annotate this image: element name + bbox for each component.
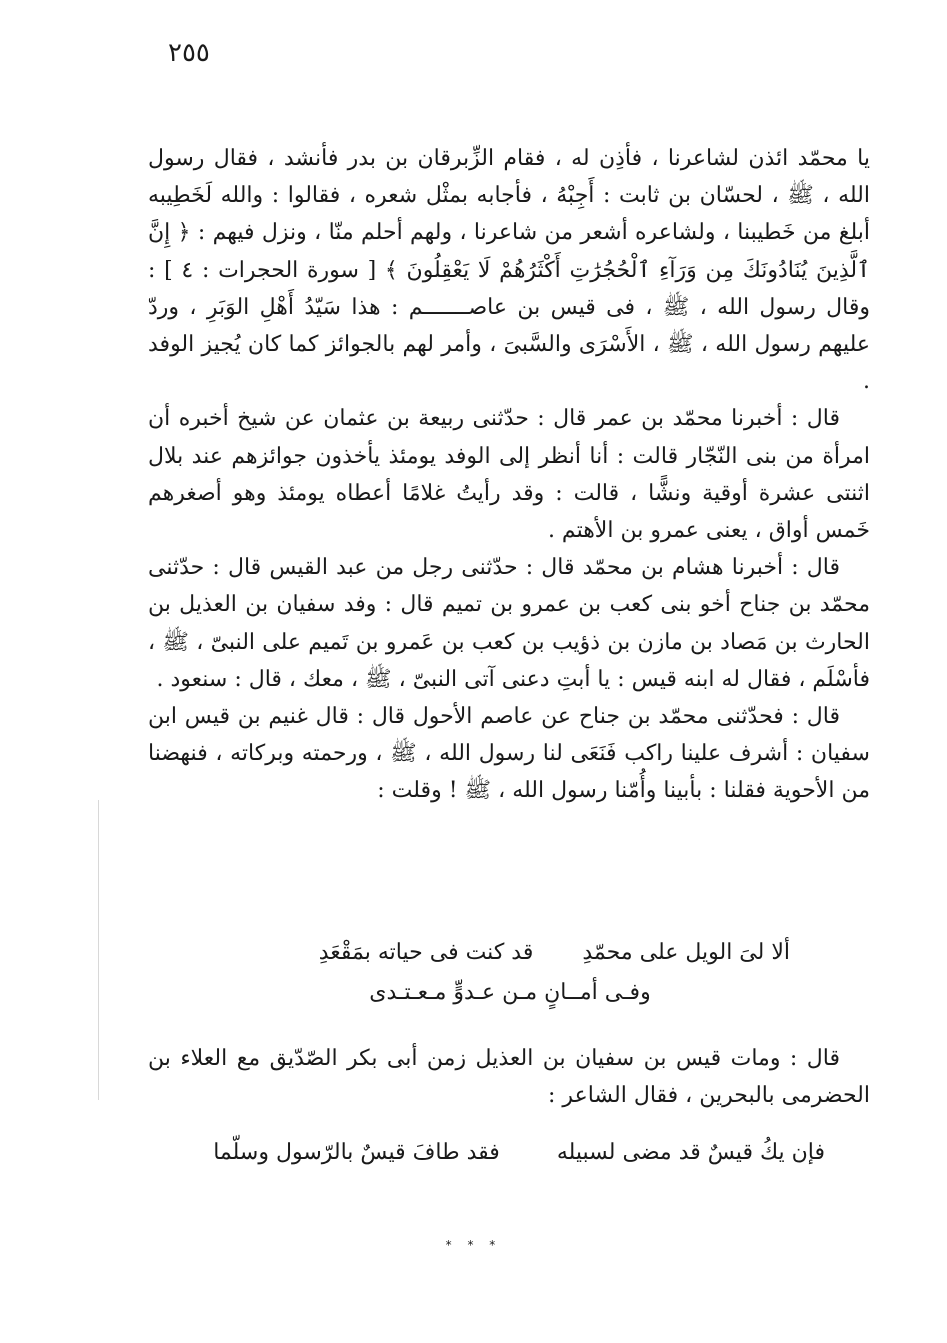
paragraph-2: قال : أخبرنا محمّد بن عمر قال : حدّثنى ربيعة بن عثمان عن شيخ أخبره أن امرأة من بنى النّجّار قالت : أنا أنظر إلى الوفد يومئذ يأخذون جوائزهم عند بلال اثنتى عشرة أوقية ونشًّا ، قالت : وقد رأيتُ غلامًا أعطاه يومئذ وهو أصغرهم خَمس أواق ، يعنى عمرو بن الأهتم .	[148, 406, 870, 544]
verse-line-1	[230, 940, 790, 965]
main-text-block	[148, 140, 870, 810]
second-text-block	[148, 1040, 870, 1114]
section-separator: * * *	[445, 1238, 502, 1252]
page-number: ٢٥٥	[168, 38, 210, 68]
paragraph-5: قال : ومات قيس بن سفيان بن العذيل زمن أبى بكر الصّدّيق مع العلاء بن الحضرمى بالبحرين ، فقال الشاعر :	[148, 1046, 870, 1109]
verse-3-hemistich-1: فإن يكُ قيسٌ قد مضى لسبيله	[556, 1140, 825, 1165]
paragraph-3: قال : أخبرنا هشام بن محمّد قال : حدّثنى رجل من عبد القيس قال : حدّثنى محمّد بن جناح أخو بنى كعب بن عمرو بن تميم قال : وفد سفيان بن العذيل بن الحارث بن مَصاد بن مازن بن ذؤيب بن كعب بن عَمرو بن تَميم على النبىّ ، ﷺ ، فأسْلَم ، فقال له ابنه قيس : يا أبتِ دعنى آتى النبىّ ، ﷺ ، معك ، قال : سنعود .	[148, 555, 870, 692]
verse-1-hemistich-1: ألا لىَ الويل على محمّدِ	[582, 940, 790, 965]
verse-line-3	[185, 1140, 825, 1165]
verse-3-hemistich-2: فقد طافَ قيسٌ بالرّسول وسلّما	[213, 1140, 500, 1165]
paragraph-4: قال : فحدّثنى محمّد بن جناح عن عاصم الأحول قال : قال غنيم بن قيس ابن سفيان : أشرف علينا راكب فَنَعَى لنا رسول الله ، ﷺ ، ورحمته وبركاته ، فنهضنا من الأحوية فقلنا : بأبينا وأُمّنا رسول الله ، ﷺ ! وقلت :	[148, 704, 870, 804]
scan-margin-line	[98, 800, 99, 1100]
verse-line-2: وفـى أمــانٍ مـن عـدوٍّ مـعـتـدى	[369, 980, 651, 1005]
paragraph-1: يا محمّد ائذن لشاعرنا ، فأذِن له ، فقام الزِّبرقان بن بدر فأنشد ، فقال رسول الله ، ﷺ ، لحسّان بن ثابت : أَجِبْهُ ، فأجابه بمثْل شعره ، فقالوا : والله لَخَطِيبه أبلغ من خَطيبنا ، ولشاعره أشعر من شاعرنا ، ولهم أحلم منّا ، ونزل فيهم : ﴿ إِنَّ ٱلَّذِينَ يُنَادُونَكَ مِن وَرَآءِ ٱلْحُجُرَٰتِ أَكْثَرُهُمْ لَا يَعْقِلُونَ ﴾ [ سورة الحجرات : ٤ ] : وقال رسول الله ، ﷺ ، فى قيس بن عاصـــــــم : هذا سَيّدُ أَهْلِ الوَبَرِ ، وردّ عليهم رسول الله ، ﷺ ، الأَسْرَى والسَّبىَ ، وأمر لهم بالجوائز كما كان يُجيز الوفد .	[148, 146, 870, 395]
verse-1-hemistich-2: قد كنت فى حياته بمَقْعَدِ	[318, 940, 534, 965]
